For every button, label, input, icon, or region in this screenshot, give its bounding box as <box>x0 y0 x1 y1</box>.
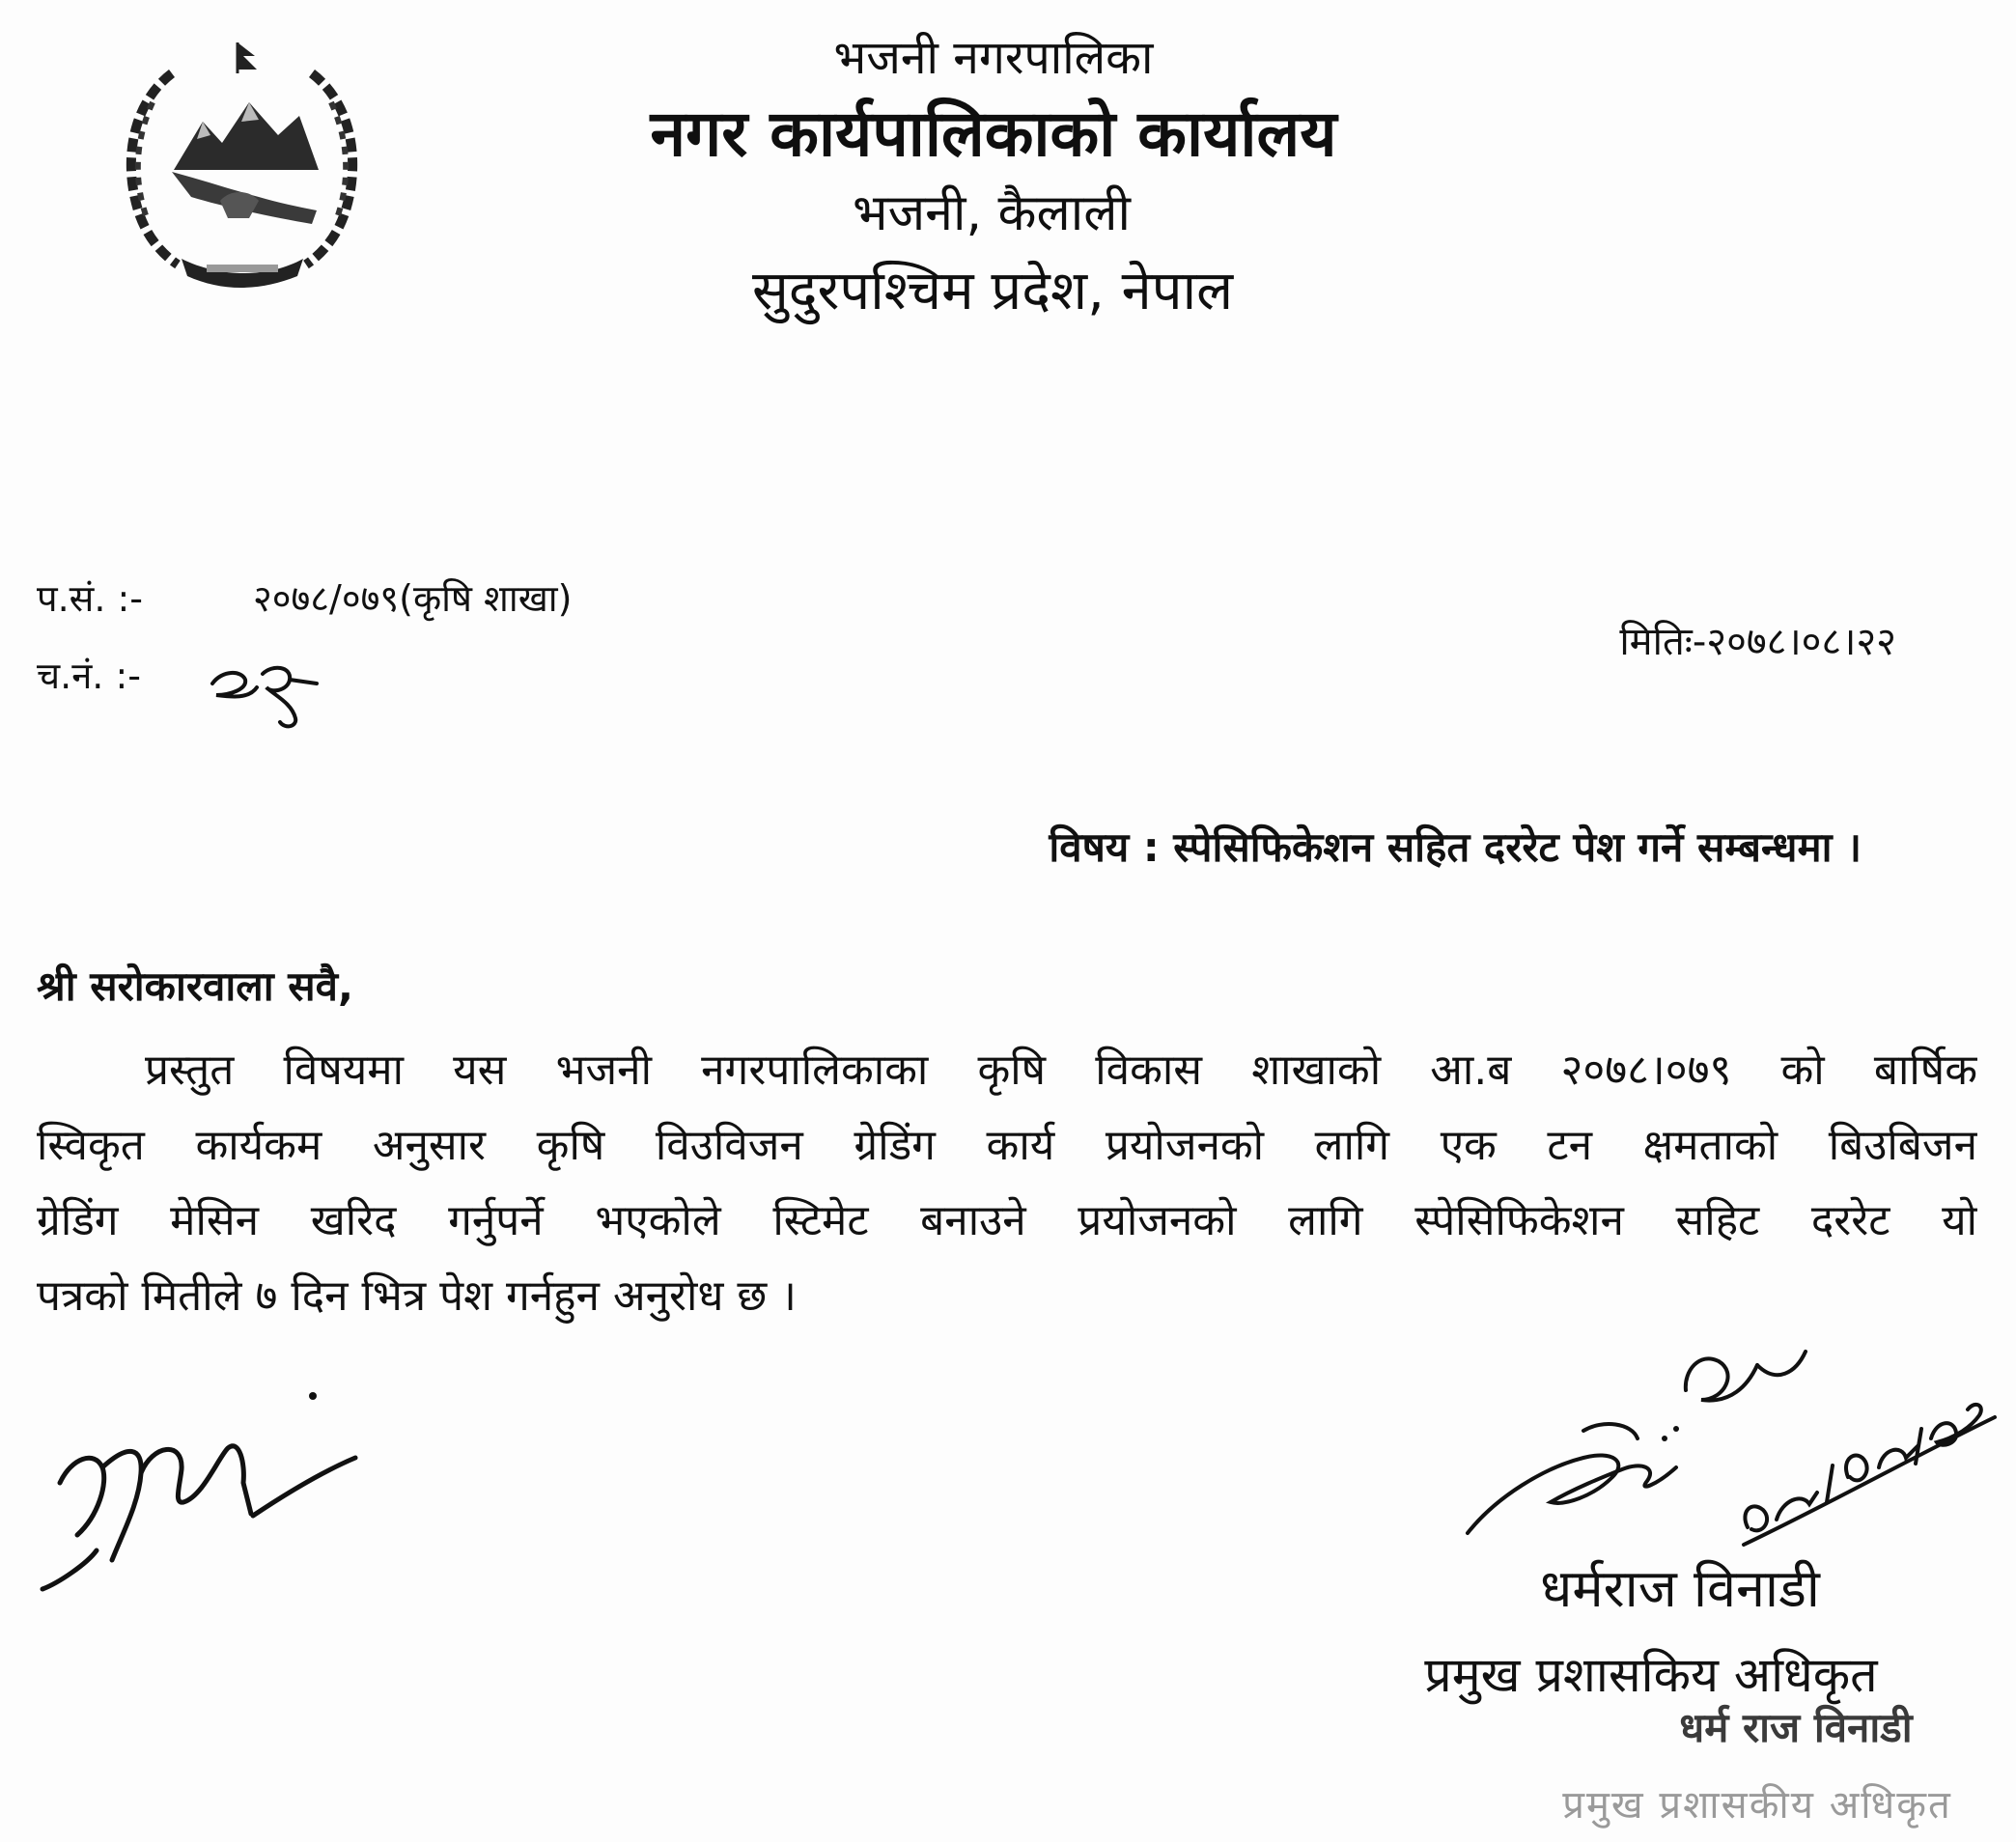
letter-date: मितिः-२०७८।०८।२२ <box>1619 620 1896 664</box>
letter-body <box>37 1033 1977 1334</box>
handwritten-signature <box>1458 1323 1999 1554</box>
body-line: पत्रको मितीले ७ दिन भित्र पेश गर्नहुन अनुरोध छ । <box>37 1271 797 1321</box>
handwritten-initials-signature <box>39 1390 367 1593</box>
signer-title: प्रमुख प्रशासकिय अधिकृत <box>1424 1647 1878 1703</box>
body-line: ग्रेडिंग मेसिन खरिद गर्नुपर्ने भएकोले स्टिमेट बनाउने प्रयोजनको लागि स्पेसिफिकेशन सहिट दररेट यो <box>37 1196 1977 1245</box>
stamp-title: प्रमुख प्रशासकीय अधिकृत <box>1562 1783 1952 1828</box>
letter-number-label: प.सं. :- <box>37 577 144 620</box>
salutation: श्री सरोकारवाला सवै, <box>37 963 353 1010</box>
dispatch-number-row <box>37 653 210 699</box>
signer-name: धर्मराज विनाडी <box>1540 1558 1820 1619</box>
dispatch-number-label: च.नं. :- <box>37 655 141 697</box>
government-emblem-icon <box>114 35 370 295</box>
signer-block <box>1424 1554 1931 1709</box>
province-country: सुदुरपश्चिम प्रदेश, नेपाल <box>751 260 1234 322</box>
letterhead <box>483 29 1526 328</box>
office-location: भजनी, कैलाली <box>853 184 1131 242</box>
office-name: नगर कार्यपालिकाको कार्यालय <box>650 97 1337 171</box>
letter-number-value: २०७८/०७९(कृषि शाखा) <box>253 577 573 620</box>
handwritten-dispatch-number <box>203 645 338 732</box>
stamp-name: धर्म राज विनाडी <box>1679 1704 1913 1751</box>
letter-subject: विषय : स्पेसिफिकेशन सहित दररेट पेश गर्ने सम्बन्धमा । <box>1049 823 1862 871</box>
body-line: स्विकृत कार्यकम अनुसार कृषि विउविजन ग्रेडिंग कार्य प्रयोजनको लागि एक टन क्षमताको बिउबिजन <box>37 1121 1977 1170</box>
letter-number-row <box>37 575 572 622</box>
municipality-name: भजनी नगरपालिका <box>833 31 1154 85</box>
body-line: प्रस्तुत विषयमा यस भजनी नगरपालिकाका कृषि विकास शाखाको आ.ब २०७८।०७९ को बार्षिक <box>145 1046 1977 1095</box>
official-stamp <box>1526 1701 1989 1832</box>
